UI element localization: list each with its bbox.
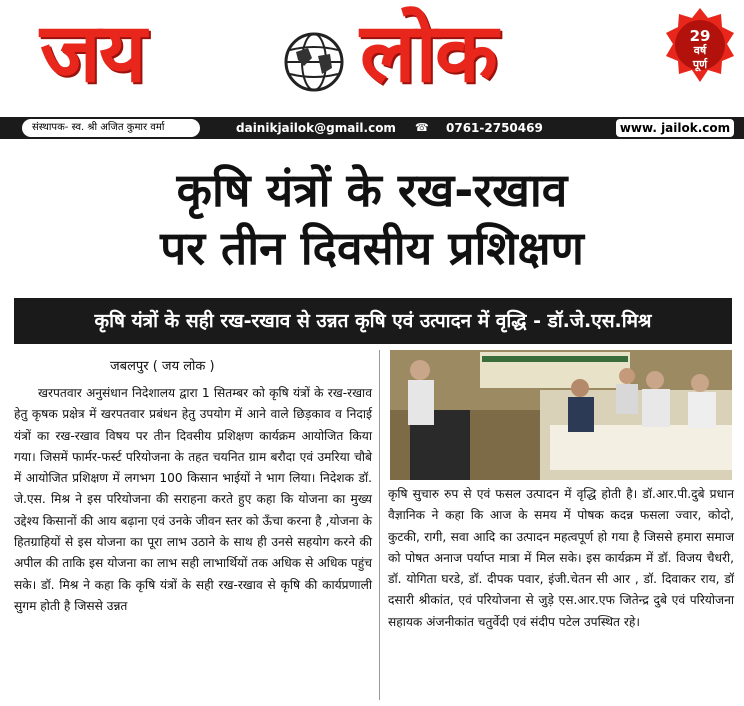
newspaper-name-left: जय xyxy=(40,6,145,101)
anniversary-word-years: वर्ष xyxy=(693,44,707,57)
newspaper-name-right: लोक xyxy=(360,6,496,101)
event-photo xyxy=(390,350,732,480)
anniversary-word-complete: पूर्ण xyxy=(692,58,708,71)
anniversary-number: 29 xyxy=(689,27,711,45)
article-column-right xyxy=(388,484,734,700)
anniversary-text xyxy=(664,28,736,72)
article-paragraph-left: खरपतवार अनुसंधान निदेशालय द्वारा 1 सितम्बर को कृषि यंत्रों के रख-रखाव हेतु कृषक प्रक्षेत्र में खरपतवार प्रबंधन हेतु उपयोग में आने वाले छिड़काव व निदाई यंत्रों का रख-रखाव विषय पर तीन दिवसीय प्रशिक्षण कार्यक्रम आयोजित किया गया। जिसमें फार्मर-फर्स्ट परियोजना के तहत चयनित ग्राम बरौदा एवं उमरिया चौबे में आयोजित प्रशिक्षण में लगभग 100 किसान भाईयों ने भाग लिया। निदेशक डॉ. जे.एस. मिश्र ने इस परियोजना की सराहना करते हुए कहा कि योजना का मुख्य उद्देश्य किसानों की आय बढ़ाना एवं उनके जीवन स्तर को ऊँचा करना है ,योजना के हितग्राहियों से इस योजना का पूरा लाभ उठाने के साथ ही उनसे सहयोग करने की अपील की ताकि इस योजना का लाभ सही लाभार्थियों तक अधिक से अधिक पहुंच सके। डॉ. मिश्र ने कहा कि कृषि यंत्रों के सही रख-रखाव से कृषि की कार्यप्रणाली सुगम होती है जिससे उन्नत xyxy=(14,386,372,613)
article-column-left xyxy=(14,383,372,701)
phone-number: 0761-2750469 xyxy=(446,121,543,135)
phone-icon: ☎ xyxy=(415,121,429,134)
subheadline: कृषि यंत्रों के सही रख-रखाव से उन्नत कृषि एवं उत्पादन में वृद्धि - डॉ.जे.एस.मिश्र xyxy=(14,298,732,344)
globe-icon xyxy=(282,30,346,94)
article-paragraph-right: कृषि सुचारु रुप से एवं फसल उत्पादन में वृद्धि होती है। डॉ.आर.पी.दुबे प्रधान वैज्ञानिक ने कहा कि आज के समय में पोषक कदन्न फसला ज्वार, कोदो, कुटकी, रागी, सवा आदि का उत्पादन महत्वपूर्ण हो गया है जिससे हमारा समाज को पोषत अनाज पर्याप्त मात्रा में मिल सके। इस कार्यक्रम में डॉ. विजय चैधरी, डॉ. योगिता घरडे, डॉ. दीपक पवार, इंजी.चेतन सी आर , डॉ. दिवाकर राय, डॉ दसारी श्रीकांत, एवं परियोजना से जुड़े एस.आर.एफ जितेन्द्र दुबे एवं परियोजना सहायक अंजनीकांत चतुर्वेदी एवं संदीप पटेल उपस्थित रहे। xyxy=(388,487,734,629)
website-address: www. jailok.com xyxy=(616,119,734,137)
founder-label: संस्थापक- स्व. श्री अजित कुमार वर्मा xyxy=(22,119,200,137)
headline-line-1: कृषि यंत्रों के रख-रखाव xyxy=(176,163,568,217)
column-divider xyxy=(379,350,380,700)
email-address: dainikjailok@gmail.com xyxy=(236,121,396,135)
headline-line-2: पर तीन दिवसीय प्रशिक्षण xyxy=(160,221,584,275)
dateline: जबलपुर ( जय लोक ) xyxy=(110,359,215,374)
